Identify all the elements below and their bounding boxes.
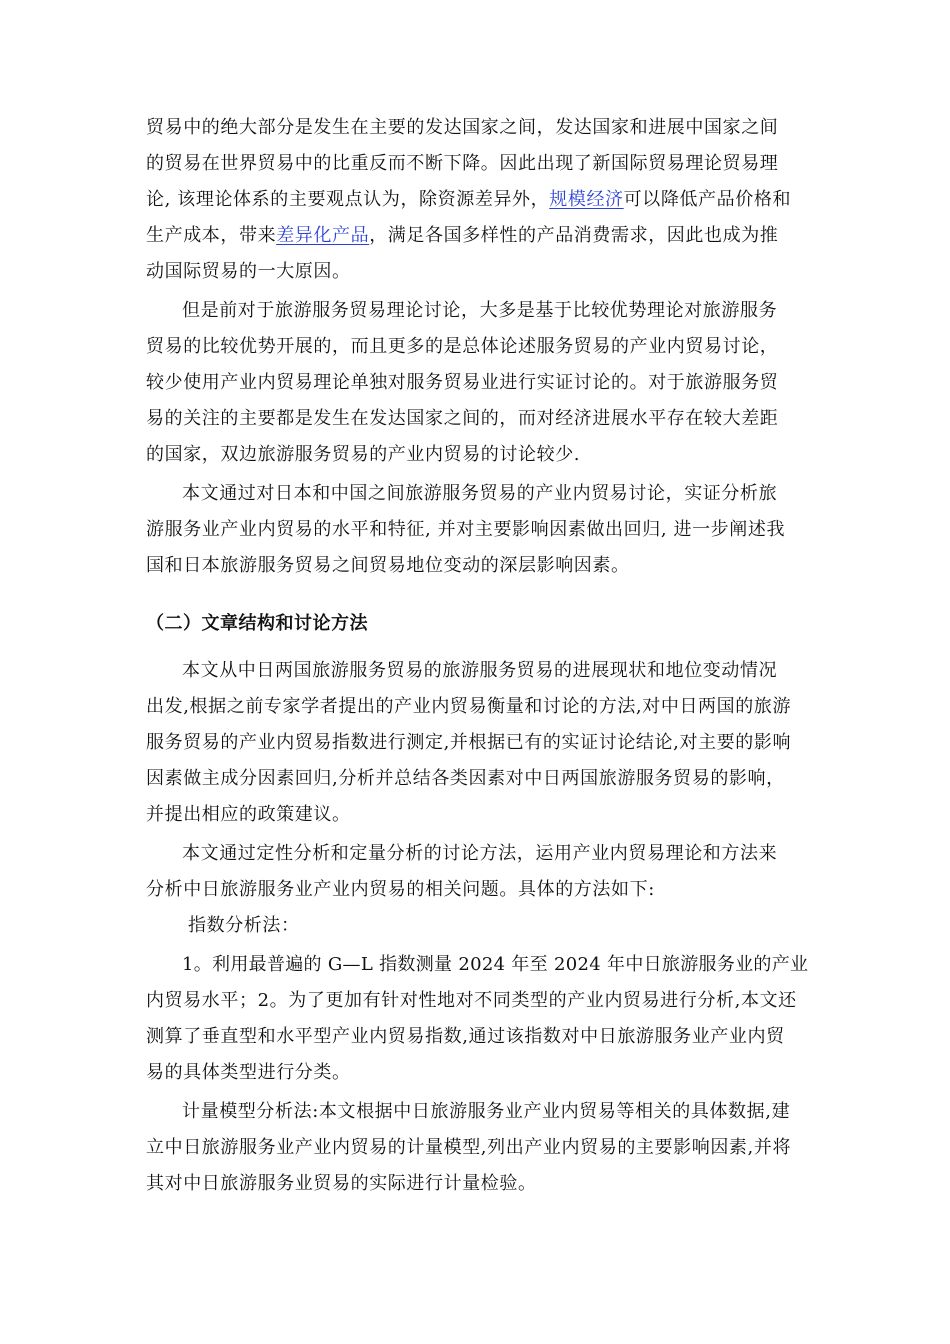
p1-line-4-text-pre: 生产成本，带来: [146, 225, 277, 246]
p8-line-1: 计量模型分析法:本文根据中日旅游服务业产业内贸易等相关的具体数据,建: [182, 1101, 791, 1122]
p4-line-3: 服务贸易的产业内贸易指数进行测定,并根据已有的实证讨论结论,对主要的影响: [146, 732, 792, 753]
p1-line-4: [146, 223, 778, 249]
p1-line-5: 动国际贸易的一大原因。: [146, 261, 351, 282]
p4-line-1: 本文从中日两国旅游服务贸易的旅游服务贸易的进展现状和地位变动情况: [182, 660, 778, 681]
p6-line-1: 指数分析法：: [188, 915, 300, 936]
p1-line-3-text-pre: 论, 该理论体系的主要观点认为，除资源差异外，: [146, 189, 550, 210]
p2-line-1: 但是前对于旅游服务贸易理论讨论，大多是基于比较优势理论对旅游服务: [182, 300, 778, 321]
p7-line-1: 1。利用最普遍的 G—L 指数测量 2024 年至 2024 年中日旅游服务业的产业: [182, 954, 809, 975]
link-differentiated-products[interactable]: 差异化产品: [276, 225, 370, 246]
p4-line-4: 因素做主成分因素回归,分析并总结各类因素对中日两国旅游服务贸易的影响，: [146, 768, 785, 789]
p1-line-1: 贸易中的绝大部分是发生在主要的发达国家之间，发达国家和进展中国家之间: [146, 117, 779, 138]
p3-line-3: 国和日本旅游服务贸易之间贸易地位变动的深层影响因素。: [146, 555, 630, 576]
p2-line-3: 较少使用产业内贸易理论单独对服务贸易业进行实证讨论的。对于旅游服务贸: [146, 372, 779, 393]
p1-line-4-text-post: ，满足各国多样性的产品消费需求，因此也成为推: [369, 225, 779, 246]
p5-line-1: 本文通过定性分析和定量分析的讨论方法，运用产业内贸易理论和方法来: [182, 843, 778, 864]
p1-line-3: [146, 187, 791, 213]
p1-line-3-text-post: 可以降低产品价格和: [623, 189, 792, 210]
p2-line-5: 的国家，双边旅游服务贸易的产业内贸易的讨论较少.: [146, 444, 581, 465]
p7-line-3: 测算了垂直型和水平型产业内贸易指数,通过该指数对中日旅游服务业产业内贸: [146, 1026, 785, 1047]
p3-line-1: 本文通过对日本和中国之间旅游服务贸易的产业内贸易讨论，实证分析旅: [182, 483, 778, 504]
link-economies-of-scale[interactable]: 规模经济: [549, 189, 624, 210]
p7-line-4: 易的具体类型进行分类。: [146, 1062, 351, 1083]
p3-line-2: 游服务业产业内贸易的水平和特征, 并对主要影响因素做出回归, 进一步阐述我: [146, 519, 786, 540]
section-heading: （二）文章结构和讨论方法: [146, 613, 368, 634]
p8-line-3: 其对中日旅游服务业贸易的实际进行计量检验。: [146, 1173, 537, 1194]
p2-line-4: 易的关注的主要都是发生在发达国家之间的，而对经济进展水平存在较大差距: [146, 408, 779, 429]
p7-line-2: 内贸易水平；2。为了更加有针对性地对不同类型的产业内贸易进行分析,本文还: [146, 990, 797, 1011]
p4-line-2: 出发,根据之前专家学者提出的产业内贸易衡量和讨论的方法,对中日两国的旅游: [146, 696, 792, 717]
p2-line-2: 贸易的比较优势开展的，而且更多的是总体论述服务贸易的产业内贸易讨论，: [146, 336, 779, 357]
p4-line-5: 并提出相应的政策建议。: [146, 804, 351, 825]
p1-line-2: 的贸易在世界贸易中的比重反而不断下降。因此出现了新国际贸易理论贸易理: [146, 153, 779, 174]
p5-line-2: 分析中日旅游服务业产业内贸易的相关问题。具体的方法如下:: [146, 879, 655, 900]
p8-line-2: 立中日旅游服务业产业内贸易的计量模型,列出产业内贸易的主要影响因素,并将: [146, 1137, 792, 1158]
